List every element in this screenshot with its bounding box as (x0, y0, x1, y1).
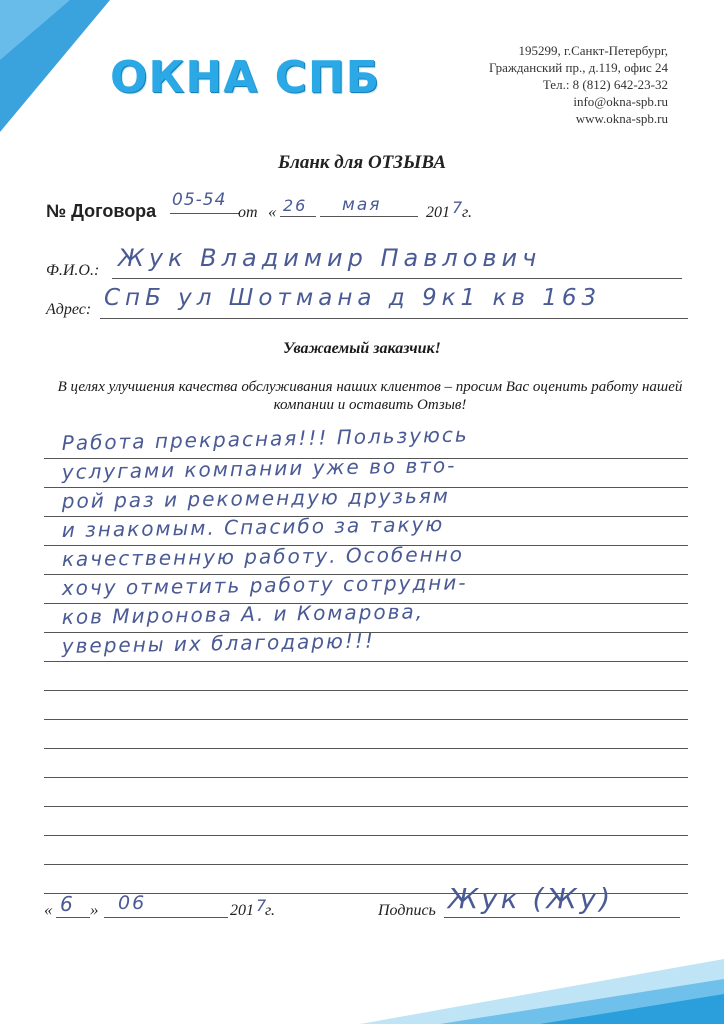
review-text-line: ков Миронова А. и Комарова, (61, 599, 425, 629)
form-title: Бланк для ОТЗЫВА (278, 152, 446, 173)
company-logo: ОКНА СПБ (110, 52, 381, 103)
signature-label: Подпись (378, 902, 436, 919)
fio-value: Жук Владимир Павлович (118, 244, 542, 272)
sign-day: 6 (60, 892, 75, 916)
review-text-line: Работа прекрасная!!! Пользуюсь (61, 422, 469, 455)
sign-year-digit: 7 (256, 896, 267, 915)
contact-email: info@okna-spb.ru (573, 94, 668, 109)
contract-year-digit: 7 (452, 198, 463, 217)
contract-year-prefix: 201 (426, 204, 450, 221)
contract-label: № Договора (46, 201, 157, 221)
address-label: Адрес: (46, 301, 92, 318)
contract-from-label: от (238, 204, 258, 221)
review-rule-line (44, 777, 688, 778)
review-text-line: уверены их благодарю!!! (61, 628, 376, 658)
corner-decoration-top-left (0, 0, 120, 135)
sign-month: 06 (118, 892, 147, 914)
contract-month: мая (342, 195, 382, 215)
sign-year-suffix: г. (265, 902, 276, 919)
contract-date-open-quote: « (268, 202, 277, 221)
contact-address-city: 195299, г.Санкт-Петербург, (518, 43, 668, 58)
intro-text: В целях улучшения качества обслуживания наших клиентов – просим Вас оценить работу нашей компании и оставить Отзыв! (57, 379, 683, 413)
sign-date-close-quote: » (90, 900, 99, 919)
sign-date-open-quote: « (44, 900, 53, 919)
review-text-line: хочу отметить работу сотрудни- (61, 570, 468, 600)
review-rule-line (44, 719, 688, 720)
review-text-line: качественную работу. Особенно (61, 542, 465, 571)
review-text-line: услугами компании уже во вто- (61, 453, 457, 484)
company-contacts (489, 42, 668, 127)
review-rule-line (44, 835, 688, 836)
review-rule-line (44, 864, 688, 865)
review-rule-line (44, 690, 688, 691)
contract-year-suffix: г. (462, 204, 473, 221)
sign-year-prefix: 201 (230, 902, 254, 919)
contact-phone: Тел.: 8 (812) 642-23-32 (542, 77, 668, 92)
review-rule-line (44, 661, 688, 662)
greeting: Уважаемый заказчик! (283, 340, 441, 357)
review-text-line: и знакомым. Спасибо за такую (61, 511, 445, 542)
contract-number: 05-54 (172, 190, 227, 210)
review-text-line: рой раз и рекомендую друзьям (61, 483, 451, 513)
contact-address-street: Гражданский пр., д.119, офис 24 (488, 60, 668, 75)
corner-decoration-bottom-right (0, 954, 724, 1024)
review-rule-line (44, 806, 688, 807)
signature-value: Жук (Жу) (448, 882, 614, 915)
address-value: СпБ ул Шотмана д 9к1 кв 163 (104, 285, 602, 311)
contract-day: 26 (283, 196, 308, 215)
contact-website: www.okna-spb.ru (575, 111, 668, 126)
review-rule-line (44, 748, 688, 749)
fio-label: Ф.И.О.: (46, 262, 100, 279)
